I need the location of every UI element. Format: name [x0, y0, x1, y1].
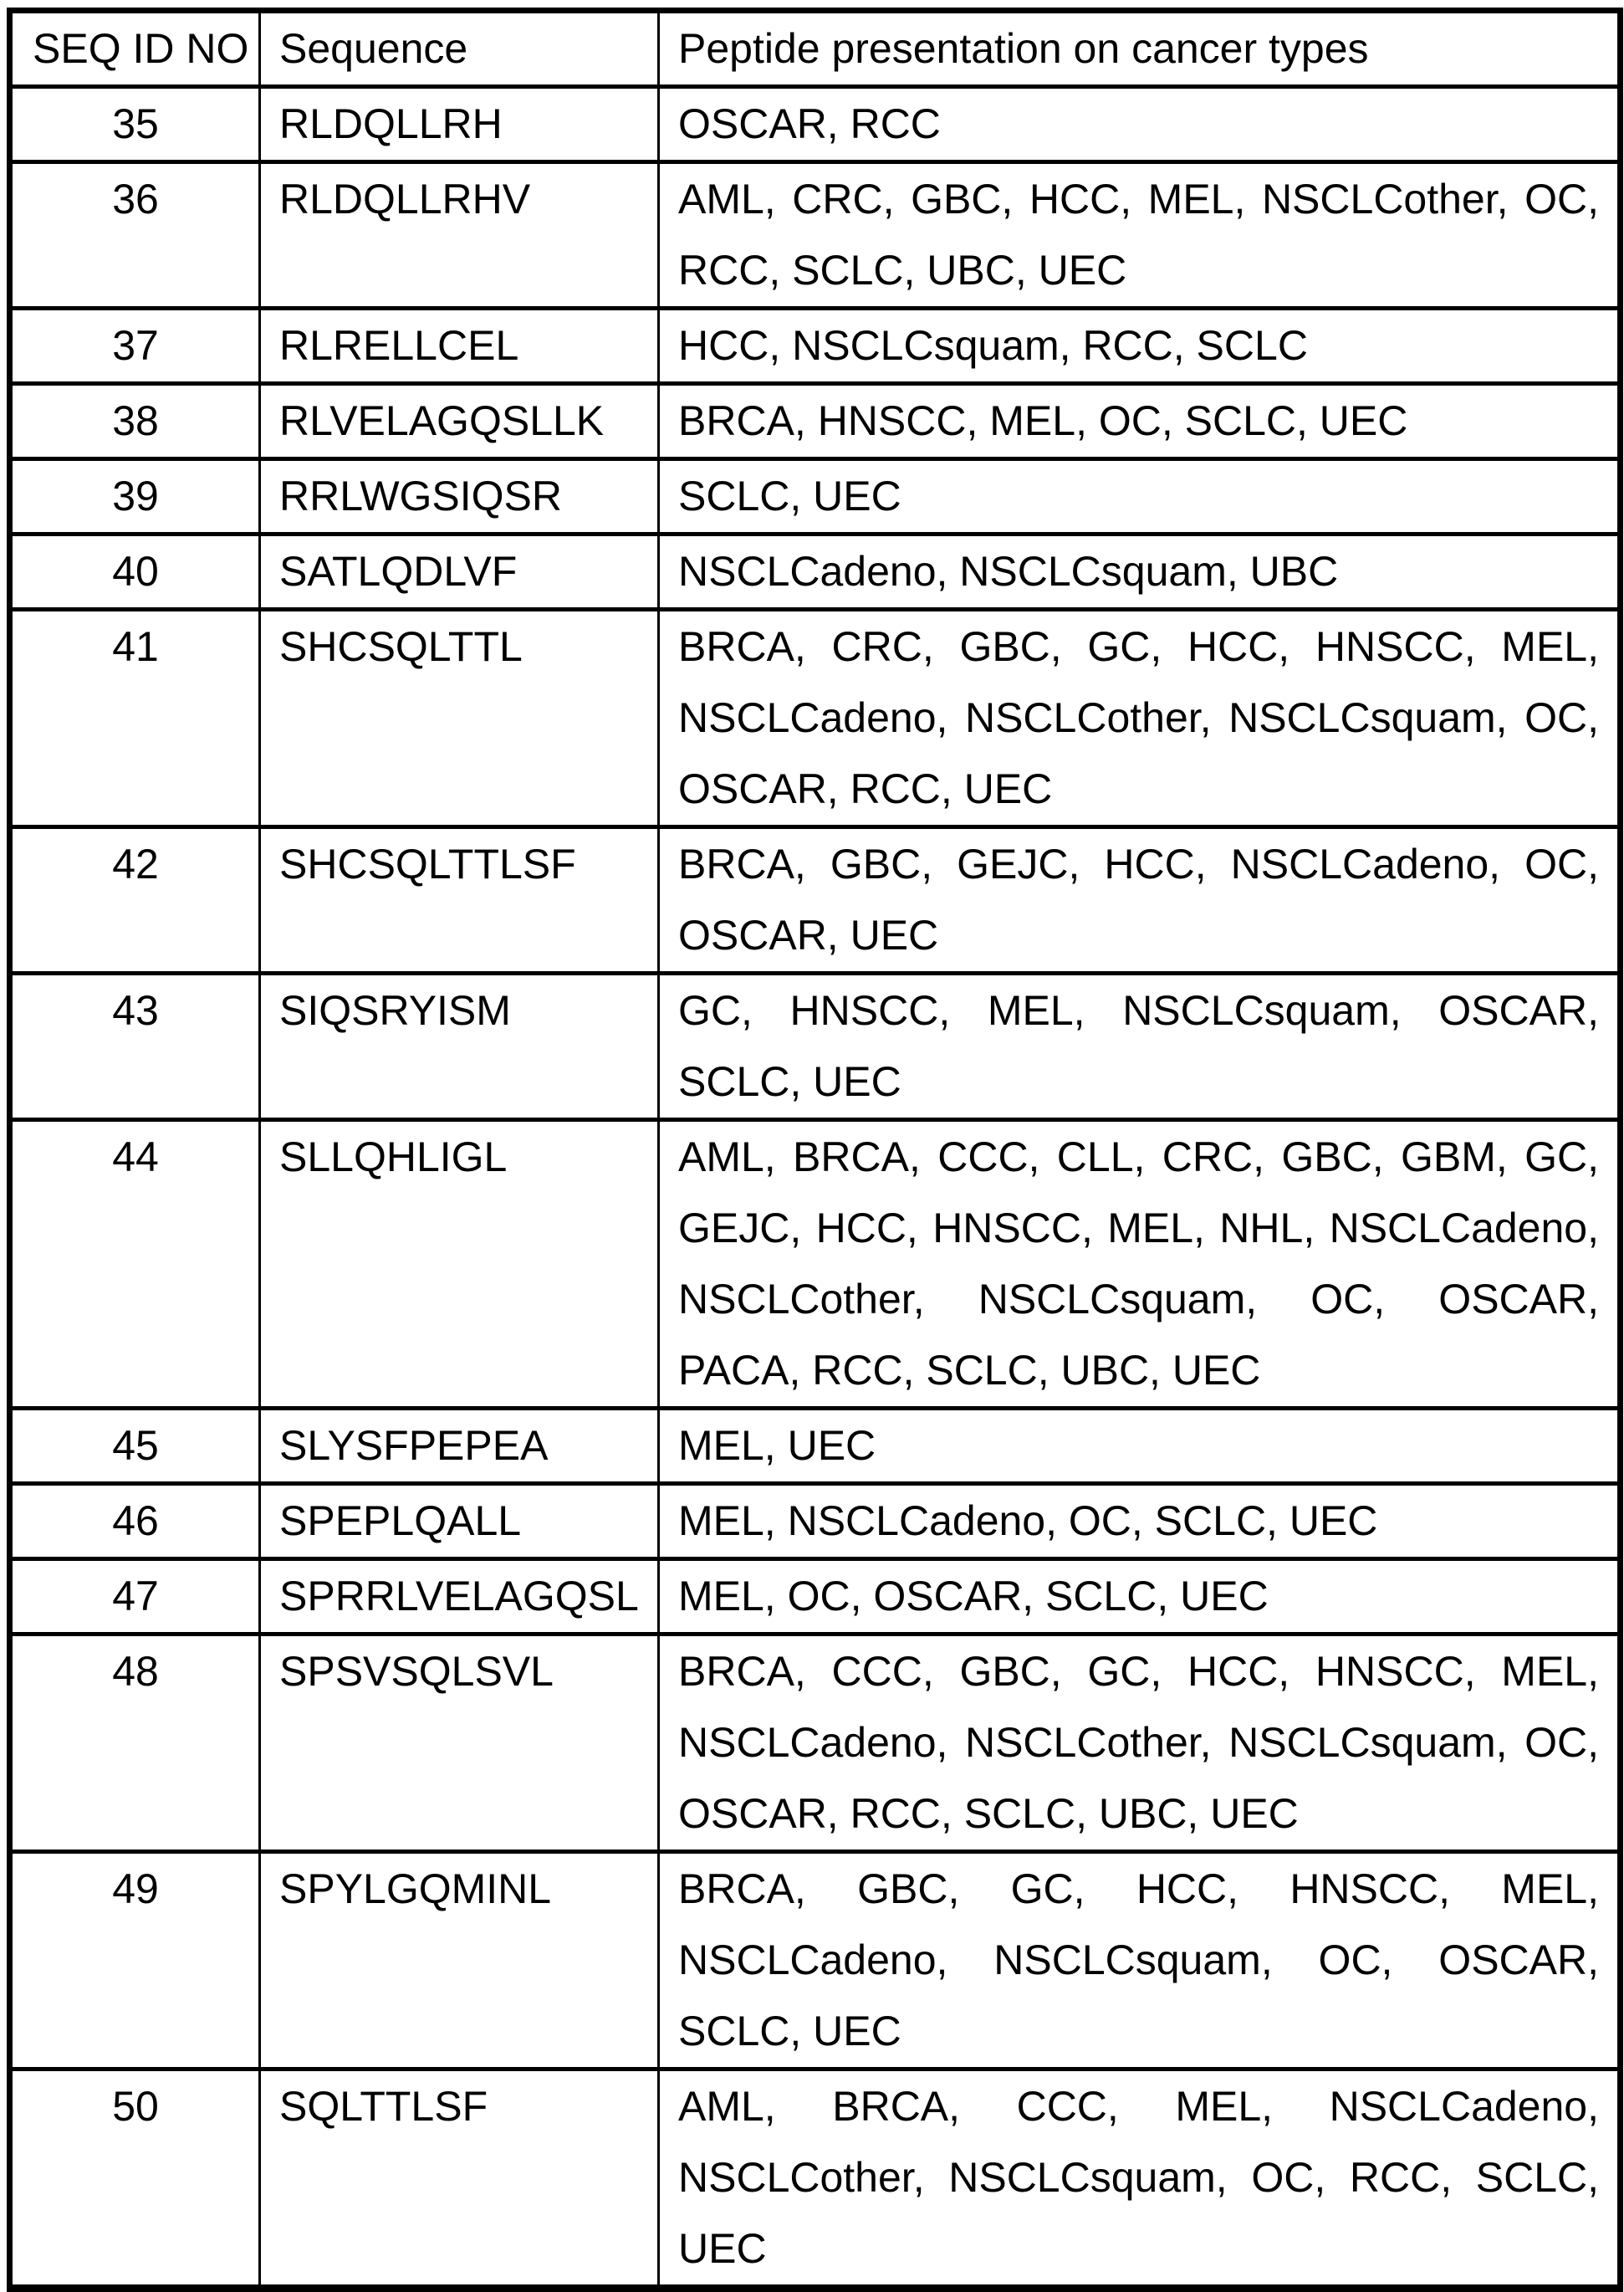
table-row: [10, 87, 1621, 162]
sequence-cell: SIQSRYISM: [260, 974, 659, 1120]
seq-id-cell: 42: [10, 827, 260, 974]
sequence-cell: SLYSFPEPEA: [260, 1409, 659, 1484]
header-row: [10, 11, 1621, 87]
seq-id-cell: 50: [10, 2069, 260, 2289]
seq-id-cell: 37: [10, 309, 260, 384]
cancer-types-cell: BRCA, HNSCC, MEL, OC, SCLC, UEC: [659, 384, 1621, 459]
table-row: [10, 610, 1621, 827]
sequence-cell: SQLTTLSF: [260, 2069, 659, 2289]
cancer-types-cell: MEL, OC, OSCAR, SCLC, UEC: [659, 1559, 1621, 1635]
seq-id-cell: 36: [10, 162, 260, 309]
seq-id-cell: 46: [10, 1484, 260, 1559]
cancer-types-cell: BRCA, CRC, GBC, GC, HCC, HNSCC, MEL, NSCLCadeno, NSCLCother, NSCLCsquam, OC, OSCAR, RCC, UEC: [659, 610, 1621, 827]
sequence-cell: SHCSQLTTLSF: [260, 827, 659, 974]
sequence-cell: SPEPLQALL: [260, 1484, 659, 1559]
cancer-types-cell: BRCA, GBC, GEJC, HCC, NSCLCadeno, OC, OSCAR, UEC: [659, 827, 1621, 974]
table-row: [10, 384, 1621, 459]
cancer-types-cell: AML, BRCA, CCC, CLL, CRC, GBC, GBM, GC, GEJC, HCC, HNSCC, MEL, NHL, NSCLCadeno, NSCLCother, NSCLCsquam, OC, OSCAR, PACA, RCC, SCLC, UBC, UEC: [659, 1120, 1621, 1409]
sequence-cell: SPSVSQLSVL: [260, 1635, 659, 1852]
peptide-presentation-table: [7, 8, 1623, 2292]
table-row: [10, 1635, 1621, 1852]
table-row: [10, 459, 1621, 535]
sequence-cell: RLDQLLRH: [260, 87, 659, 162]
table-row: [10, 1852, 1621, 2069]
sequence-cell: RRLWGSIQSR: [260, 459, 659, 535]
seq-id-cell: 48: [10, 1635, 260, 1852]
table-header: [10, 11, 1621, 87]
seq-id-cell: 38: [10, 384, 260, 459]
cancer-types-cell: AML, CRC, GBC, HCC, MEL, NSCLCother, OC, RCC, SCLC, UBC, UEC: [659, 162, 1621, 309]
seq-id-cell: 35: [10, 87, 260, 162]
seq-id-cell: 49: [10, 1852, 260, 2069]
cancer-types-cell: MEL, NSCLCadeno, OC, SCLC, UEC: [659, 1484, 1621, 1559]
column-header-cancer-types: Peptide presentation on cancer types: [659, 11, 1621, 87]
cancer-types-cell: GC, HNSCC, MEL, NSCLCsquam, OSCAR, SCLC, UEC: [659, 974, 1621, 1120]
table-body: [10, 87, 1621, 2289]
cancer-types-cell: MEL, UEC: [659, 1409, 1621, 1484]
column-header-sequence: Sequence: [260, 11, 659, 87]
table-row: [10, 827, 1621, 974]
table-row: [10, 309, 1621, 384]
cancer-types-cell: NSCLCadeno, NSCLCsquam, UBC: [659, 535, 1621, 610]
seq-id-cell: 41: [10, 610, 260, 827]
table-row: [10, 1559, 1621, 1635]
table-row: [10, 535, 1621, 610]
sequence-cell: SLLQHLIGL: [260, 1120, 659, 1409]
table-row: [10, 162, 1621, 309]
sequence-cell: RLVELAGQSLLK: [260, 384, 659, 459]
table-row: [10, 1120, 1621, 1409]
cancer-types-cell: SCLC, UEC: [659, 459, 1621, 535]
table-row: [10, 1484, 1621, 1559]
seq-id-cell: 47: [10, 1559, 260, 1635]
seq-id-cell: 39: [10, 459, 260, 535]
sequence-cell: SPYLGQMINL: [260, 1852, 659, 2069]
cancer-types-cell: BRCA, CCC, GBC, GC, HCC, HNSCC, MEL, NSCLCadeno, NSCLCother, NSCLCsquam, OC, OSCAR, RCC, SCLC, UBC, UEC: [659, 1635, 1621, 1852]
cancer-types-cell: BRCA, GBC, GC, HCC, HNSCC, MEL, NSCLCadeno, NSCLCsquam, OC, OSCAR, SCLC, UEC: [659, 1852, 1621, 2069]
table-row: [10, 2069, 1621, 2289]
sequence-cell: SATLQDLVF: [260, 535, 659, 610]
seq-id-cell: 40: [10, 535, 260, 610]
cancer-types-cell: OSCAR, RCC: [659, 87, 1621, 162]
seq-id-cell: 44: [10, 1120, 260, 1409]
cancer-types-cell: AML, BRCA, CCC, MEL, NSCLCadeno, NSCLCother, NSCLCsquam, OC, RCC, SCLC, UEC: [659, 2069, 1621, 2289]
sequence-cell: RLDQLLRHV: [260, 162, 659, 309]
table-row: [10, 974, 1621, 1120]
cancer-types-cell: HCC, NSCLCsquam, RCC, SCLC: [659, 309, 1621, 384]
column-header-seq-id-no: SEQ ID NO: [10, 11, 260, 87]
table-row: [10, 1409, 1621, 1484]
sequence-cell: RLRELLCEL: [260, 309, 659, 384]
seq-id-cell: 45: [10, 1409, 260, 1484]
seq-id-cell: 43: [10, 974, 260, 1120]
sequence-cell: SPRRLVELAGQSL: [260, 1559, 659, 1635]
sequence-cell: SHCSQLTTL: [260, 610, 659, 827]
